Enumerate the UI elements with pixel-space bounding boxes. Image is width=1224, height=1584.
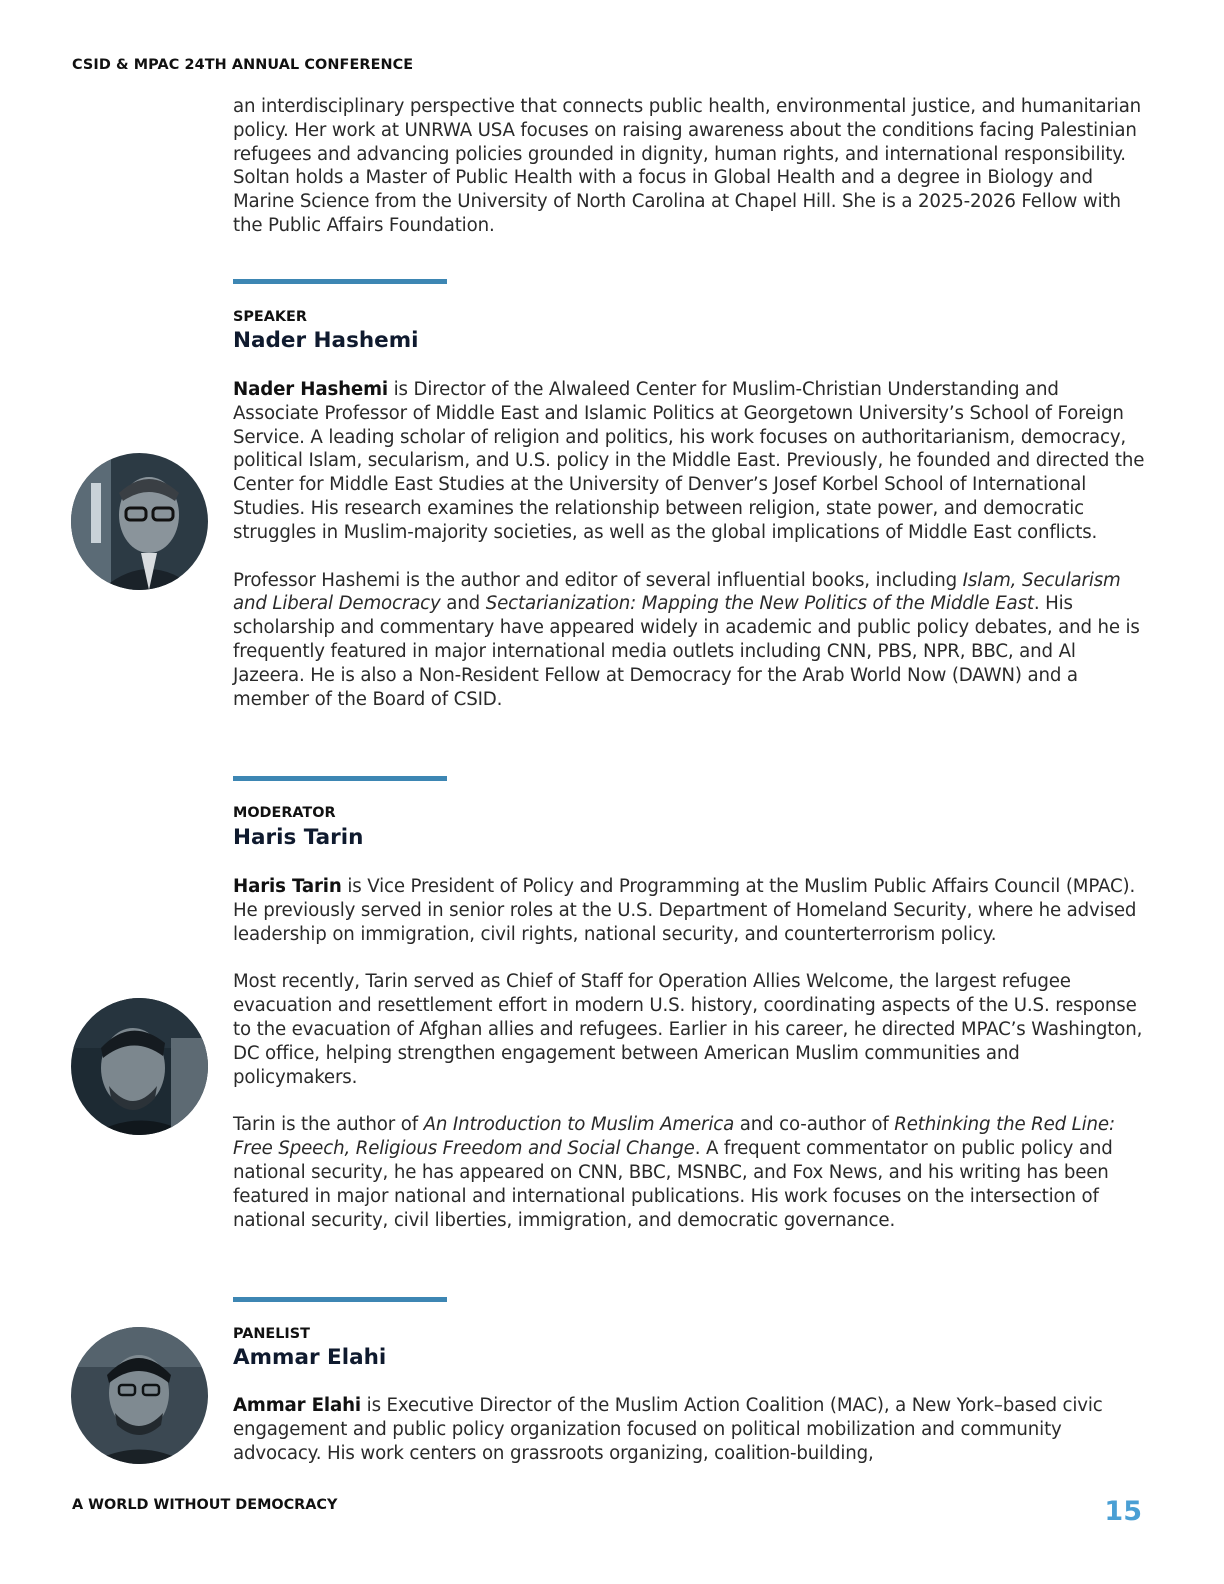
bio-hashemi <box>233 378 1148 711</box>
role-label: PANELIST <box>233 1326 310 1342</box>
book-title: Islam, Secularism and Liberal Democracy <box>233 569 1121 615</box>
running-footer: A WORLD WITHOUT DEMOCRACY <box>72 1497 338 1513</box>
bio-paragraph <box>233 569 1148 712</box>
bio-text: Tarin is the author of <box>233 1114 424 1136</box>
page-number: 15 <box>1104 1496 1142 1527</box>
bio-text: . A frequent commentator on public policy and national security, he has appeared on CNN, BBC, MSNBC, and Fox News, and his writing has been featured in major national and international publications. His work focuses on the intersection of national security, civil liberties, immigration, and democratic governance. <box>233 1138 1113 1231</box>
section-divider <box>233 279 447 284</box>
bio-name-bold: Ammar Elahi <box>233 1395 362 1416</box>
bio-paragraph <box>233 1394 1148 1465</box>
role-label: SPEAKER <box>233 309 307 325</box>
bio-text: is Director of the Alwaleed Center for Muslim-Christian Understanding and Associate Professor of Middle East and Islamic Politics at Georgetown University’s School of Foreign Service. A leading scholar of religion and politics, his work focuses on authoritarianism, democracy, political Islam, secularism, and U.S. policy in the Middle East. Previously, he founded and directed the Center for Middle East Studies at the University of Denver’s Josef Korbel School of International Studies. His research examines the relationship between religion, state power, and democratic struggles in Muslim-majority societies, as well as the global implications of Middle East conflicts. <box>233 379 1145 543</box>
speaker-photo-tarin <box>71 998 208 1135</box>
bio-paragraph <box>233 378 1148 545</box>
book-title: Rethinking the Red Line: Free Speech, Religious Freedom and Social Change <box>233 1114 1115 1160</box>
bio-name-bold: Haris Tarin <box>233 876 342 897</box>
speaker-name: Nader Hashemi <box>233 328 419 353</box>
speaker-photo-elahi <box>71 1327 208 1464</box>
speaker-name: Haris Tarin <box>233 825 364 850</box>
bio-tarin <box>233 875 1148 1232</box>
role-label: MODERATOR <box>233 805 336 821</box>
section-divider <box>233 1297 447 1302</box>
book-title: Sectarianization: Mapping the New Politics of the Middle East <box>485 593 1034 615</box>
bio-text: and <box>440 593 486 615</box>
bio-paragraph <box>233 875 1148 946</box>
speaker-photo-hashemi <box>71 453 208 590</box>
intro-paragraph: an interdisciplinary perspective that connects public health, environmental justice, and humanitarian policy. Her work at UNRWA USA focuses on raising awareness about the conditions facing Palestinian refugees and advancing policies grounded in dignity, human rights, and international responsibility. Soltan holds a Master of Public Health with a focus in Global Health and a degree in Biology and Marine Science from the University of North Carolina at Chapel Hill. She is a 2025-2026 Fellow with the Public Affairs Foundation. <box>233 96 1142 236</box>
bio-elahi <box>233 1394 1148 1465</box>
bio-paragraph <box>233 1113 1148 1232</box>
intro-section <box>233 95 1148 238</box>
bio-name-bold: Nader Hashemi <box>233 379 388 400</box>
bio-text: and co-author of <box>734 1114 895 1136</box>
bio-paragraph: Most recently, Tarin served as Chief of Staff for Operation Allies Welcome, the largest refugee evacuation and resettlement effort in modern U.S. history, coordinating aspects of the U.S. response to the evacuation of Afghan allies and refugees. Earlier in his career, he directed MPAC’s Washington, DC office, helping strengthen engagement between American Muslim communities and policymakers. <box>233 971 1143 1088</box>
bio-text: is Executive Director of the Muslim Action Coalition (MAC), a New York–based civic engagement and public policy organization focused on political mobilization and community advocacy. His work centers on grassroots organizing, coalition-building, <box>233 1395 1103 1464</box>
section-divider <box>233 776 447 781</box>
bio-text: . His scholarship and commentary have appeared widely in academic and public policy debates, and he is frequently featured in major international media outlets including CNN, PBS, NPR, BBC, and Al Jazeera. He is also a Non-Resident Fellow at Democracy for the Arab World Now (DAWN) and a member of the Board of CSID. <box>233 593 1140 710</box>
speaker-name: Ammar Elahi <box>233 1345 387 1370</box>
book-title: An Introduction to Muslim America <box>423 1114 735 1136</box>
bio-text: Professor Hashemi is the author and editor of several influential books, including <box>233 569 963 591</box>
running-header: CSID & MPAC 24TH ANNUAL CONFERENCE <box>72 57 414 73</box>
bio-text: is Vice President of Policy and Programming at the Muslim Public Affairs Council (MPAC). He previously served in senior roles at the U.S. Department of Homeland Security, where he advised leadership on immigration, civil rights, national security, and counterterrorism policy. <box>233 876 1137 945</box>
